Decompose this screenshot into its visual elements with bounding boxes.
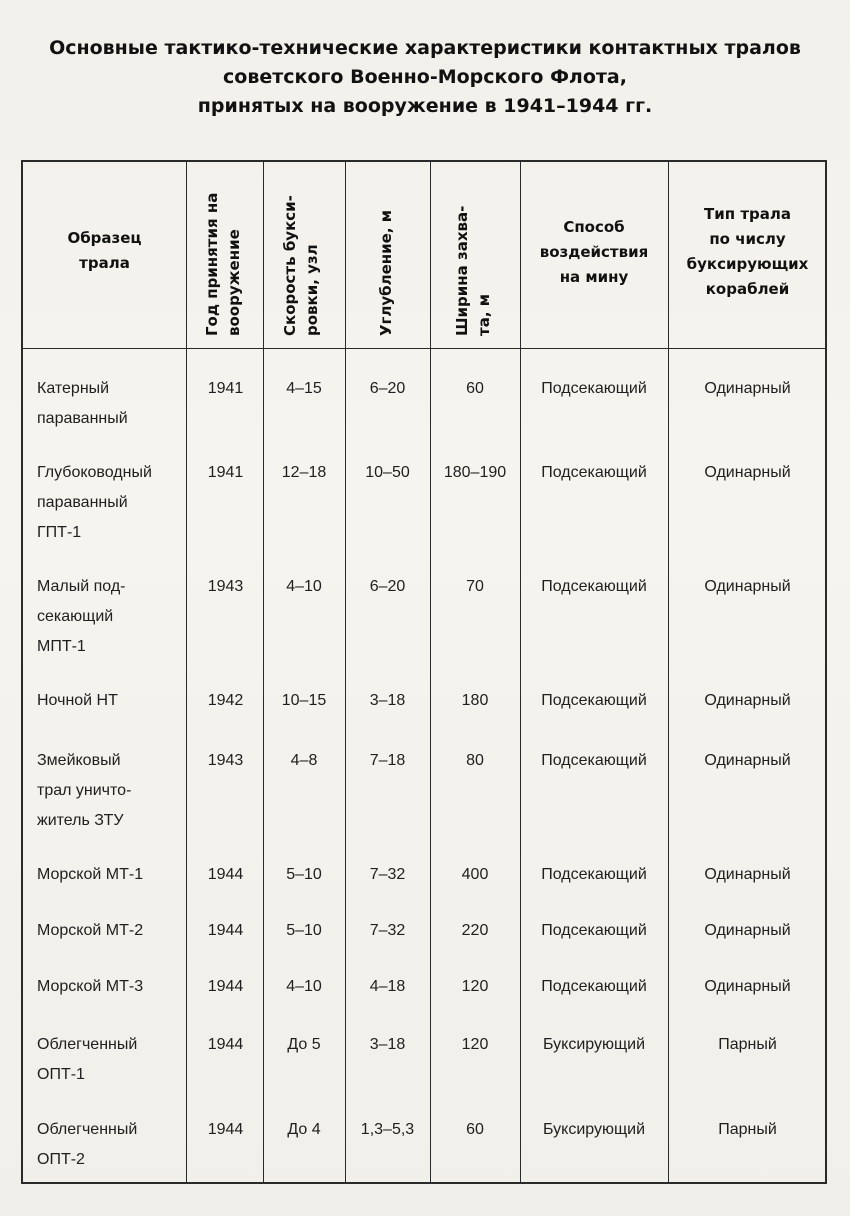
row-1-width: 60 [466, 380, 484, 397]
row-1-year: 1941 [207, 380, 244, 397]
row-9-speed: До 5 [287, 1036, 321, 1053]
row-10-type: Парный [718, 1121, 777, 1138]
row-5-speed: 4–8 [290, 752, 318, 769]
row-9-method: Буксирующий [542, 1036, 646, 1053]
row-3-type: Одинарный [704, 578, 791, 595]
title-line-2: советского Военно-Морского Флота, [223, 66, 627, 88]
header-speed-line-2: ровки, узл [303, 244, 321, 336]
row-4-width: 180 [461, 692, 489, 709]
row-10-year: 1944 [207, 1121, 244, 1138]
row-4-year: 1942 [207, 692, 244, 709]
header-speed [279, 195, 323, 336]
header-width-line-1: Ширина захва- [453, 205, 471, 336]
row-8-method: Подсекающий [541, 978, 647, 995]
row-6-name: Морской МТ-1 [37, 866, 144, 883]
title-line-1: Основные тактико-технические характеристики контактных тралов [49, 37, 801, 59]
header-year [201, 193, 245, 336]
row-2-depth: 10–50 [365, 464, 410, 481]
row-2-method: Подсекающий [541, 464, 647, 481]
row-6-width: 400 [461, 866, 489, 883]
row-8-type: Одинарный [704, 978, 791, 995]
row-6-type: Одинарный [704, 866, 791, 883]
row-3-method: Подсекающий [541, 578, 647, 595]
row-6-year: 1944 [207, 866, 244, 883]
row-5-year: 1943 [207, 752, 244, 769]
row-8-name: Морской МТ-3 [37, 978, 144, 995]
header-year-line-1: Год принятия на [203, 192, 221, 336]
row-3-depth: 6–20 [369, 578, 406, 595]
col-divider [668, 162, 669, 1182]
col-divider [520, 162, 521, 1182]
row-8-speed: 4–10 [286, 978, 322, 995]
row-1-method: Подсекающий [541, 380, 647, 397]
row-4-method: Подсекающий [541, 692, 647, 709]
row-7-name: Морской МТ-2 [37, 922, 144, 939]
header-depth [375, 210, 397, 336]
row-3-speed: 4–10 [286, 578, 322, 595]
row-10-depth: 1,3–5,3 [360, 1121, 415, 1138]
header-divider [23, 348, 825, 349]
header-type: Тип трала по числу буксирующих кораблей [686, 205, 809, 298]
header-depth-line-1: Углубление, м [377, 209, 395, 336]
row-10-width: 60 [466, 1121, 484, 1138]
row-4-speed: 10–15 [281, 692, 327, 709]
trawl-table [21, 160, 827, 1184]
row-9-width: 120 [461, 1036, 489, 1053]
row-6-method: Подсекающий [541, 866, 647, 883]
header-method: Способ воздействия на мину [539, 218, 649, 286]
row-5-type: Одинарный [704, 752, 791, 769]
row-8-depth: 4–18 [369, 978, 406, 995]
row-2-width: 180–190 [443, 464, 507, 481]
row-7-method: Подсекающий [541, 922, 647, 939]
row-7-depth: 7–32 [369, 922, 406, 939]
row-7-year: 1944 [207, 922, 244, 939]
row-8-width: 120 [461, 978, 489, 995]
row-4-depth: 3–18 [369, 692, 406, 709]
row-1-depth: 6–20 [369, 380, 406, 397]
col-divider [263, 162, 264, 1182]
header-name: Образец трала [67, 229, 142, 272]
row-5-name: Змейковый трал уничто- житель ЗТУ [37, 752, 132, 829]
row-5-width: 80 [466, 752, 484, 769]
row-4-type: Одинарный [704, 692, 791, 709]
header-width-line-2: та, м [475, 294, 493, 336]
row-1-type: Одинарный [704, 380, 791, 397]
row-9-year: 1944 [207, 1036, 244, 1053]
row-10-method: Буксирующий [542, 1121, 646, 1138]
row-8-year: 1944 [207, 978, 244, 995]
row-5-method: Подсекающий [541, 752, 647, 769]
col-divider [345, 162, 346, 1182]
row-7-type: Одинарный [704, 922, 791, 939]
row-1-name: Катерный параванный [37, 380, 128, 427]
title-line-3: принятых на вооружение в 1941–1944 гг. [197, 95, 653, 117]
row-6-depth: 7–32 [369, 866, 406, 883]
col-divider [186, 162, 187, 1182]
row-5-depth: 7–18 [369, 752, 406, 769]
row-2-year: 1941 [207, 464, 244, 481]
row-1-speed: 4–15 [286, 380, 322, 397]
row-9-name: Облегченный ОПТ-1 [37, 1036, 138, 1083]
header-width [451, 206, 495, 336]
row-3-year: 1943 [207, 578, 244, 595]
row-3-width: 70 [466, 578, 484, 595]
page-title [20, 34, 830, 121]
row-9-depth: 3–18 [369, 1036, 406, 1053]
row-3-name: Малый под- секающий МПТ-1 [37, 578, 126, 655]
col-divider [430, 162, 431, 1182]
row-7-speed: 5–10 [286, 922, 322, 939]
row-2-speed: 12–18 [281, 464, 327, 481]
row-6-speed: 5–10 [286, 866, 322, 883]
row-10-name: Облегченный ОПТ-2 [37, 1121, 138, 1168]
header-year-line-2: вооружение [225, 229, 243, 336]
row-2-type: Одинарный [704, 464, 791, 481]
row-7-width: 220 [461, 922, 489, 939]
row-10-speed: До 4 [287, 1121, 321, 1138]
row-9-type: Парный [718, 1036, 777, 1053]
row-4-name: Ночной НТ [37, 692, 118, 709]
row-2-name: Глубоководный параванный ГПТ-1 [37, 464, 152, 541]
header-speed-line-1: Скорость букси- [281, 195, 299, 336]
